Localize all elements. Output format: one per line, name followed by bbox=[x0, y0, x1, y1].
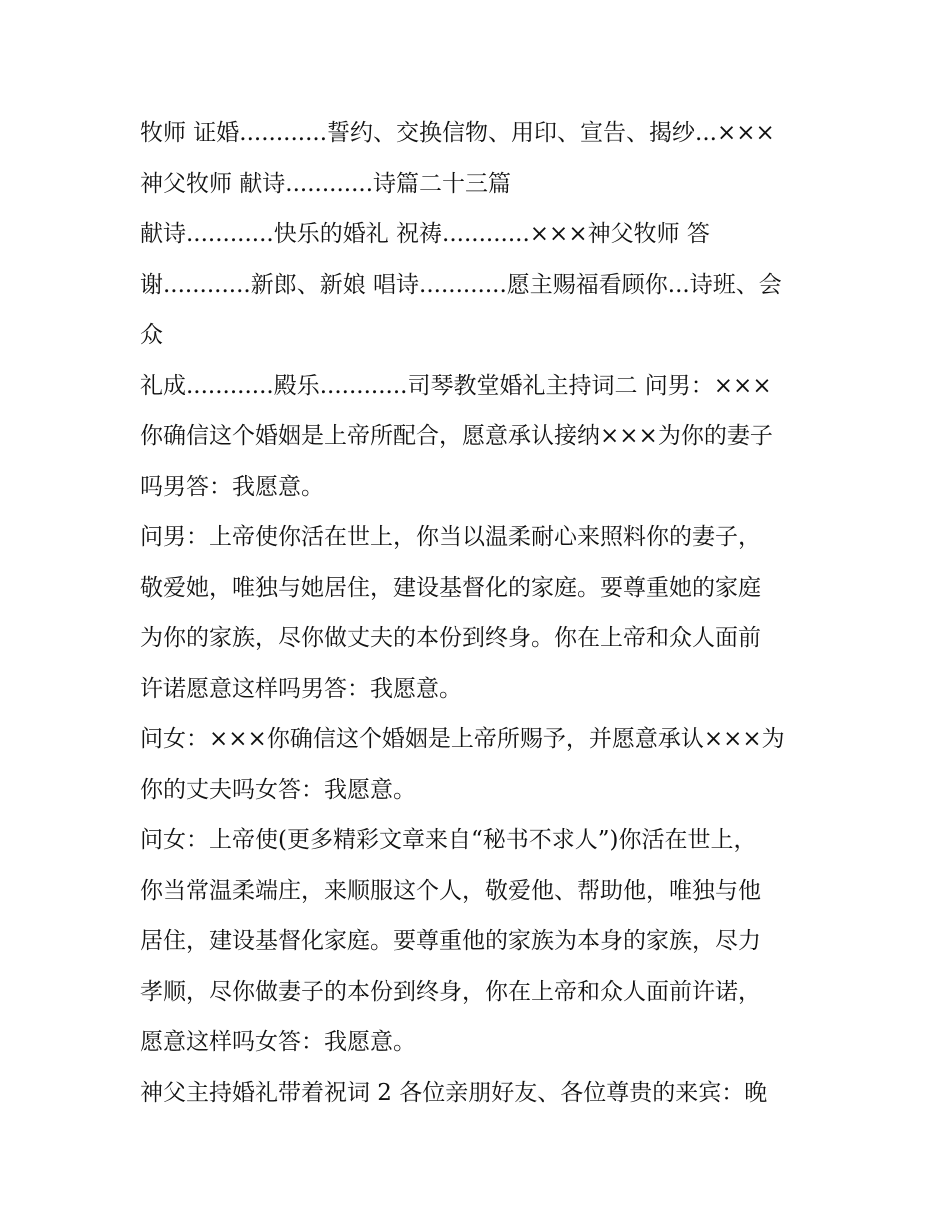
text-line-9: 问男：上帝使你活在世上，你当以温柔耐心来照料你的妻子， bbox=[140, 524, 761, 550]
text-line-14: 你的丈夫吗女答：我愿意。 bbox=[140, 776, 416, 803]
text-line-8: 吗男答：我愿意。 bbox=[140, 473, 324, 500]
text-line-16: 你当常温柔端庄，来顺服这个人，敬爱他、帮助他，唯独与他 bbox=[140, 877, 761, 904]
text-line-15: 问女：上帝使(更多精彩文章来自“秘书不求人”)你活在世上， bbox=[140, 827, 757, 853]
text-line-18: 孝顺，尽你做妻子的本份到终身，你在上帝和众人面前许诺， bbox=[140, 978, 761, 1005]
text-line-3: 献诗............快乐的婚礼 祝祷............×××神父牧师 答 bbox=[140, 221, 710, 247]
text-line-17: 居住，建设基督化家庭。要尊重他的家族为本身的家族，尽力 bbox=[140, 928, 761, 954]
text-line-5: 众 bbox=[140, 322, 163, 348]
document-body bbox=[140, 108, 820, 1118]
text-line-12: 许诺愿意这样吗男答：我愿意。 bbox=[140, 675, 462, 702]
text-line-19: 愿意这样吗女答：我愿意。 bbox=[140, 1029, 416, 1055]
text-line-20: 神父主持婚礼带着祝词 2 各位亲朋好友、各位尊贵的来宾：晚 bbox=[140, 1079, 768, 1106]
text-line-2: 神父牧师 献诗............诗篇二十三篇 bbox=[140, 170, 512, 197]
text-line-7: 你确信这个婚姻是上帝所配合，愿意承认接纳×××为你的妻子 bbox=[140, 423, 773, 449]
text-line-10: 敬爱她，唯独与她居住，建设基督化的家庭。要尊重她的家庭 bbox=[140, 574, 761, 601]
text-line-4: 谢............新郎、新娘 唱诗............愿主赐福看顾你...诗班、会 bbox=[140, 271, 782, 298]
text-line-13: 问女：×××你确信这个婚姻是上帝所赐予，并愿意承认×××为 bbox=[140, 726, 785, 752]
text-line-1: 牧师 证婚............誓约、交换信物、用印、宣告、揭纱...××× bbox=[140, 120, 775, 146]
text-line-11: 为你的家族，尽你做丈夫的本份到终身。你在上帝和众人面前 bbox=[140, 625, 761, 651]
text-line-6: 礼成............殿乐............司琴教堂婚礼主持词二 问男：××× bbox=[140, 372, 772, 399]
